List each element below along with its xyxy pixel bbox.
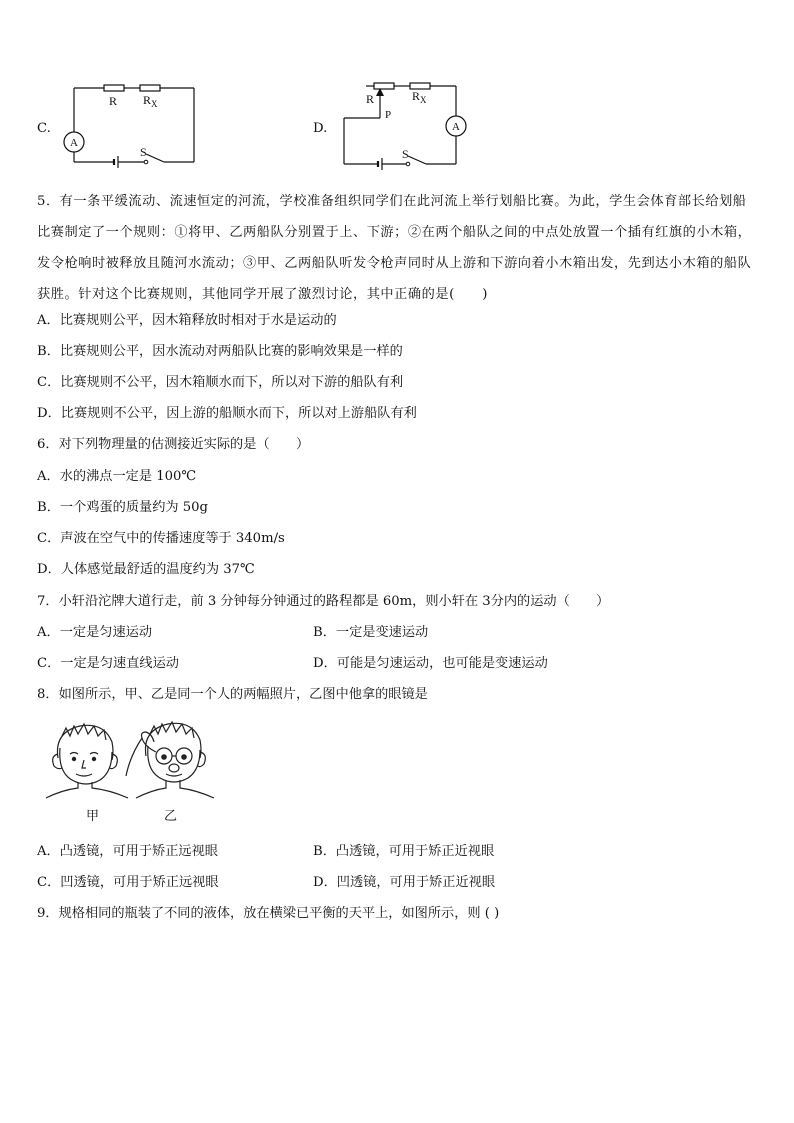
q8-option-b: B．凸透镜，可用于矫正近视眼 [313, 844, 495, 859]
circuit-diagram-c [60, 80, 200, 170]
question-9-stem: 9．规格相同的瓶装了不同的液体，放在横梁已平衡的天平上，如图所示，则 ( ) [37, 906, 500, 921]
resistor-r-label-d: R [366, 92, 375, 106]
q5-option-b: B．比赛规则公平，因水流动对两船队比赛的影响效果是一样的 [37, 344, 403, 359]
q6-option-a: A．水的沸点一定是 100℃ [37, 469, 197, 484]
resistor-r-label-c: R [109, 94, 118, 108]
ammeter-label-d: A [452, 121, 460, 133]
resistor-rx-label-d: $R_X$ [412, 89, 427, 105]
figure-boy-yi [122, 716, 217, 800]
question-6-stem: 6．对下列物理量的估测接近实际的是（ ） [37, 437, 310, 452]
q7-option-a: A．一定是匀速运动 [37, 625, 153, 640]
q8-option-d: D．凹透镜，可用于矫正近视眼 [313, 875, 496, 890]
figure-boy-jia [40, 718, 135, 800]
circuit-diagram-d [330, 78, 470, 172]
q6-option-b: B．一个鸡蛋的质量约为 50g [37, 500, 208, 515]
switch-label-c: S [140, 145, 147, 159]
q5-option-d: D．比赛规则不公平，因上游的船顺水而下，所以对上游船队有利 [37, 406, 417, 421]
q6-option-c: C．声波在空气中的传播速度等于 340m/s [37, 531, 285, 546]
q5-option-c: C．比赛规则不公平，因木箱顺水而下，所以对下游的船队有利 [37, 375, 404, 390]
question-7-stem: 7．小轩沿沱牌大道行走，前 3 分钟每分钟通过的路程都是 60m，则小轩在 3分内的运动（ ） [37, 594, 610, 609]
figure-caption-jia: 甲 [86, 809, 100, 824]
q6-option-d: D．人体感觉最舒适的温度约为 37℃ [37, 562, 255, 577]
switch-label-d: S [402, 147, 409, 161]
slider-p-label-d: P [385, 109, 392, 121]
figure-caption-yi: 乙 [164, 809, 178, 824]
ammeter-label-c: A [70, 137, 78, 149]
question-8-stem: 8．如图所示，甲、乙是同一个人的两幅照片，乙图中他拿的眼镜是 [37, 687, 428, 702]
q5-option-a: A．比赛规则公平，因木箱释放时相对于水是运动的 [37, 313, 337, 328]
resistor-rx-label-c: $R_X$ [143, 93, 158, 109]
option-d-label: D. [313, 121, 328, 136]
q7-option-b: B．一定是变速运动 [313, 625, 429, 640]
option-c-label: C. [37, 121, 51, 136]
q8-option-c: C．凹透镜，可用于矫正远视眼 [37, 875, 219, 890]
q8-option-a: A．凸透镜，可用于矫正远视眼 [37, 844, 218, 859]
q7-option-d: D．可能是匀速运动，也可能是变速运动 [313, 656, 548, 671]
question-5-stem: 5．有一条平缓流动、流速恒定的河流，学校准备组织同学们在此河流上举行划船比赛。为此，学生会体育部长给划船比赛制定了一个规则：①将甲、乙两船队分别置于上、下游；②在两个船队之间的中点处放置一个插有红旗的小木箱，发令枪响时被释放且随河水流动；③甲、乙两船队听发令枪声同时从上游和下游向着小木箱出发，先到达小木箱的船队获胜。针对这个比赛规则，其他同学开展了激烈讨论，其中正确的是( ) [37, 194, 752, 302]
q7-option-c: C．一定是匀速直线运动 [37, 656, 179, 671]
